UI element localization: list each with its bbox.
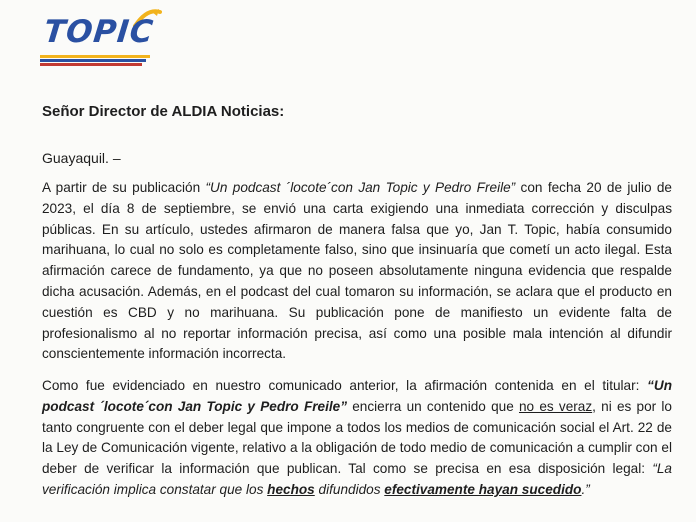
quote-sucedido: efectivamente hayan sucedido (384, 481, 582, 497)
quote-close: .” (581, 481, 590, 497)
topic-logo (40, 2, 165, 64)
p2-podcast-title: “Un podcast ´locote´con Jan Topic y Pedro Freile” (42, 378, 672, 414)
salutation: Señor Director de ALDIA Noticias: (42, 103, 285, 120)
p1-text-2: con fecha 20 de julio de 2023, el día 8 de septiembre, se envió una carta exigiendo una inmediata corrección y disculpas públicas. En su artículo, ustedes afirmaron de manera falsa que yo, Jan T. Topic, había consumido marihuana, lo cual no solo es completamente falso, sino que insinuaría que cometí un acto ilegal. Esta afirmación carece de fundamento, ya que no poseen absolutamente ninguna evidencia que respalde dicha acusación. Además, en el podcast del cual tomaron su información, se aclara que el producto en cuestión es CBD y no marihuana. Su publicación pone de manifiesto un evidente falta de profesionalismo al no reportar información precisa, así como una posible mala intención al difundir conscientemente información incorrecta. (42, 180, 672, 362)
logo-stripe-red (40, 63, 142, 66)
logo-text: TOPIC (42, 14, 156, 50)
quote-mid: difundidos (314, 481, 385, 497)
paragraph-1 (42, 178, 672, 365)
p1-text-1: A partir de su publicación (42, 180, 206, 195)
quote-start: “La verificación implica constatar que los (42, 461, 672, 497)
p1-podcast-title: “Un podcast ´locote´con Jan Topic y Pedro Freile” (205, 180, 516, 195)
p2-text-3: , ni es por lo tanto congruente con el deber legal que impone a todos los medios de comunicación social el Art. 22 de la Ley de Comunicación vigente, relativo a la obligación de todo medio de comunicación a cumplir con el deber de verificar la información que publican. Tal como se precisa en esa disposición legal: (42, 398, 672, 477)
p2-underline-not-true: no es veraz (518, 398, 593, 414)
paragraph-2 (42, 376, 672, 501)
place-line: Guayaquil. – (42, 150, 121, 166)
logo-stripe-yellow (40, 55, 150, 58)
p2-text-2: encierra un contenido que (347, 398, 519, 414)
p2-text-1: Como fue evidenciado en nuestro comunicado anterior, la afirmación contenida en el titular: (42, 378, 648, 393)
quote-hechos: hechos (267, 481, 315, 497)
logo-stripe-blue (40, 59, 146, 62)
